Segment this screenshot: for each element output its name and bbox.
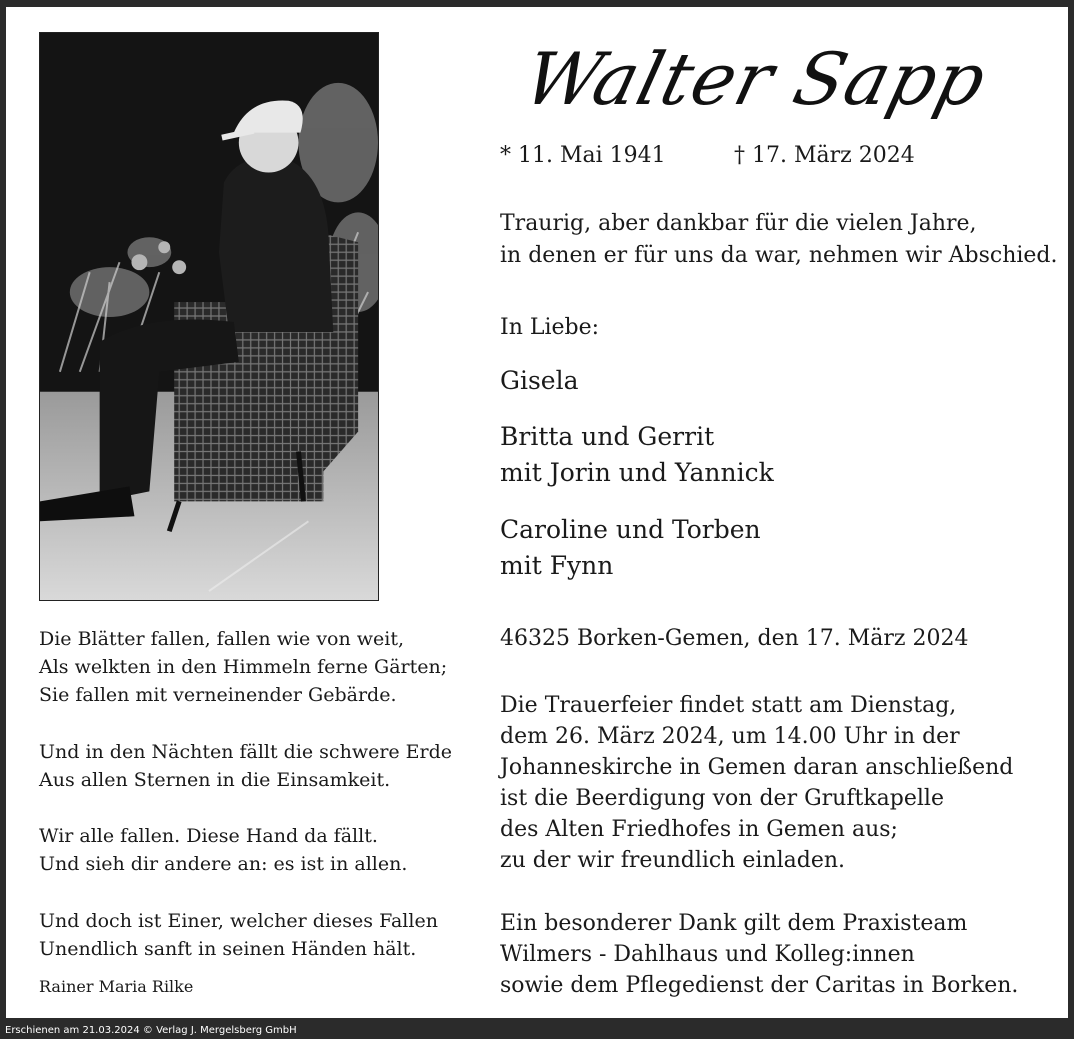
mourner-group	[500, 363, 579, 399]
mourner-line: Gisela	[500, 366, 579, 395]
publication-footer: Erschienen am 21.03.2024 © Verlag J. Mergelsberg GmbH	[5, 1025, 297, 1036]
thanks-text	[500, 908, 1018, 1001]
poem-author: Rainer Maria Rilke	[39, 977, 194, 996]
poem-line: Wir alle fallen. Diese Hand da fällt.	[39, 825, 378, 847]
funeral-line: Die Trauerfeier findet statt am Dienstag,	[500, 693, 957, 718]
poem-line: Aus allen Sternen in die Einsamkeit.	[39, 769, 391, 791]
funeral-line: dem 26. März 2024, um 14.00 Uhr in der	[500, 724, 960, 749]
funeral-line: ist die Beerdigung von der Gruftkapelle	[500, 786, 944, 811]
poem-stanza	[39, 625, 447, 709]
in-love-label: In Liebe:	[500, 315, 600, 340]
intro-line: in denen er für uns da war, nehmen wir Abschied.	[500, 243, 1058, 268]
deceased-name-text: Walter Sapp	[515, 37, 995, 121]
mourner-line: Caroline und Torben	[500, 515, 761, 544]
poem-stanza	[39, 738, 452, 794]
thanks-line: Ein besonderer Dank gilt dem Praxisteam	[500, 911, 968, 936]
birth-date: * 11. Mai 1941	[500, 143, 666, 168]
intro-text	[500, 208, 1058, 272]
poem-line: Unendlich sanft in seinen Händen hält.	[39, 938, 417, 960]
poem-line: Und doch ist Einer, welcher dieses Fallen	[39, 910, 438, 932]
thanks-line: sowie dem Pflegedienst der Caritas in Borken.	[500, 973, 1019, 998]
man-in-garden-chair-image	[40, 33, 378, 600]
mourner-line: mit Fynn	[500, 551, 614, 580]
poem-stanza	[39, 907, 438, 963]
funeral-line: Johanneskirche in Gemen daran anschließend	[500, 755, 1014, 780]
place-date: 46325 Borken-Gemen, den 17. März 2024	[500, 626, 969, 651]
mourner-group	[500, 512, 761, 584]
portrait-photo	[39, 32, 379, 601]
mourner-line: Britta und Gerrit	[500, 422, 715, 451]
death-date: † 17. März 2024	[734, 143, 915, 168]
poem-stanza	[39, 822, 407, 878]
funeral-info	[500, 690, 1013, 876]
poem-line: Und in den Nächten fällt die schwere Erde	[39, 741, 453, 763]
intro-line: Traurig, aber dankbar für die vielen Jahre,	[500, 211, 977, 236]
poem-line: Die Blätter fallen, fallen wie von weit,	[39, 628, 405, 650]
obituary-page	[6, 7, 1068, 1018]
poem-line: Als welkten in den Himmeln ferne Gärten;	[39, 656, 448, 678]
poem-line: Und sieh dir andere an: es ist in allen.	[39, 853, 408, 875]
deceased-name	[500, 29, 1060, 129]
funeral-line: des Alten Friedhofes in Gemen aus;	[500, 817, 898, 842]
poem-line: Sie fallen mit verneinender Gebärde.	[39, 684, 397, 706]
mourner-line: mit Jorin und Yannick	[500, 458, 774, 487]
thanks-line: Wilmers - Dahlhaus und Kolleg:innen	[500, 942, 915, 967]
funeral-line: zu der wir freundlich einladen.	[500, 848, 846, 873]
mourner-group	[500, 419, 774, 491]
